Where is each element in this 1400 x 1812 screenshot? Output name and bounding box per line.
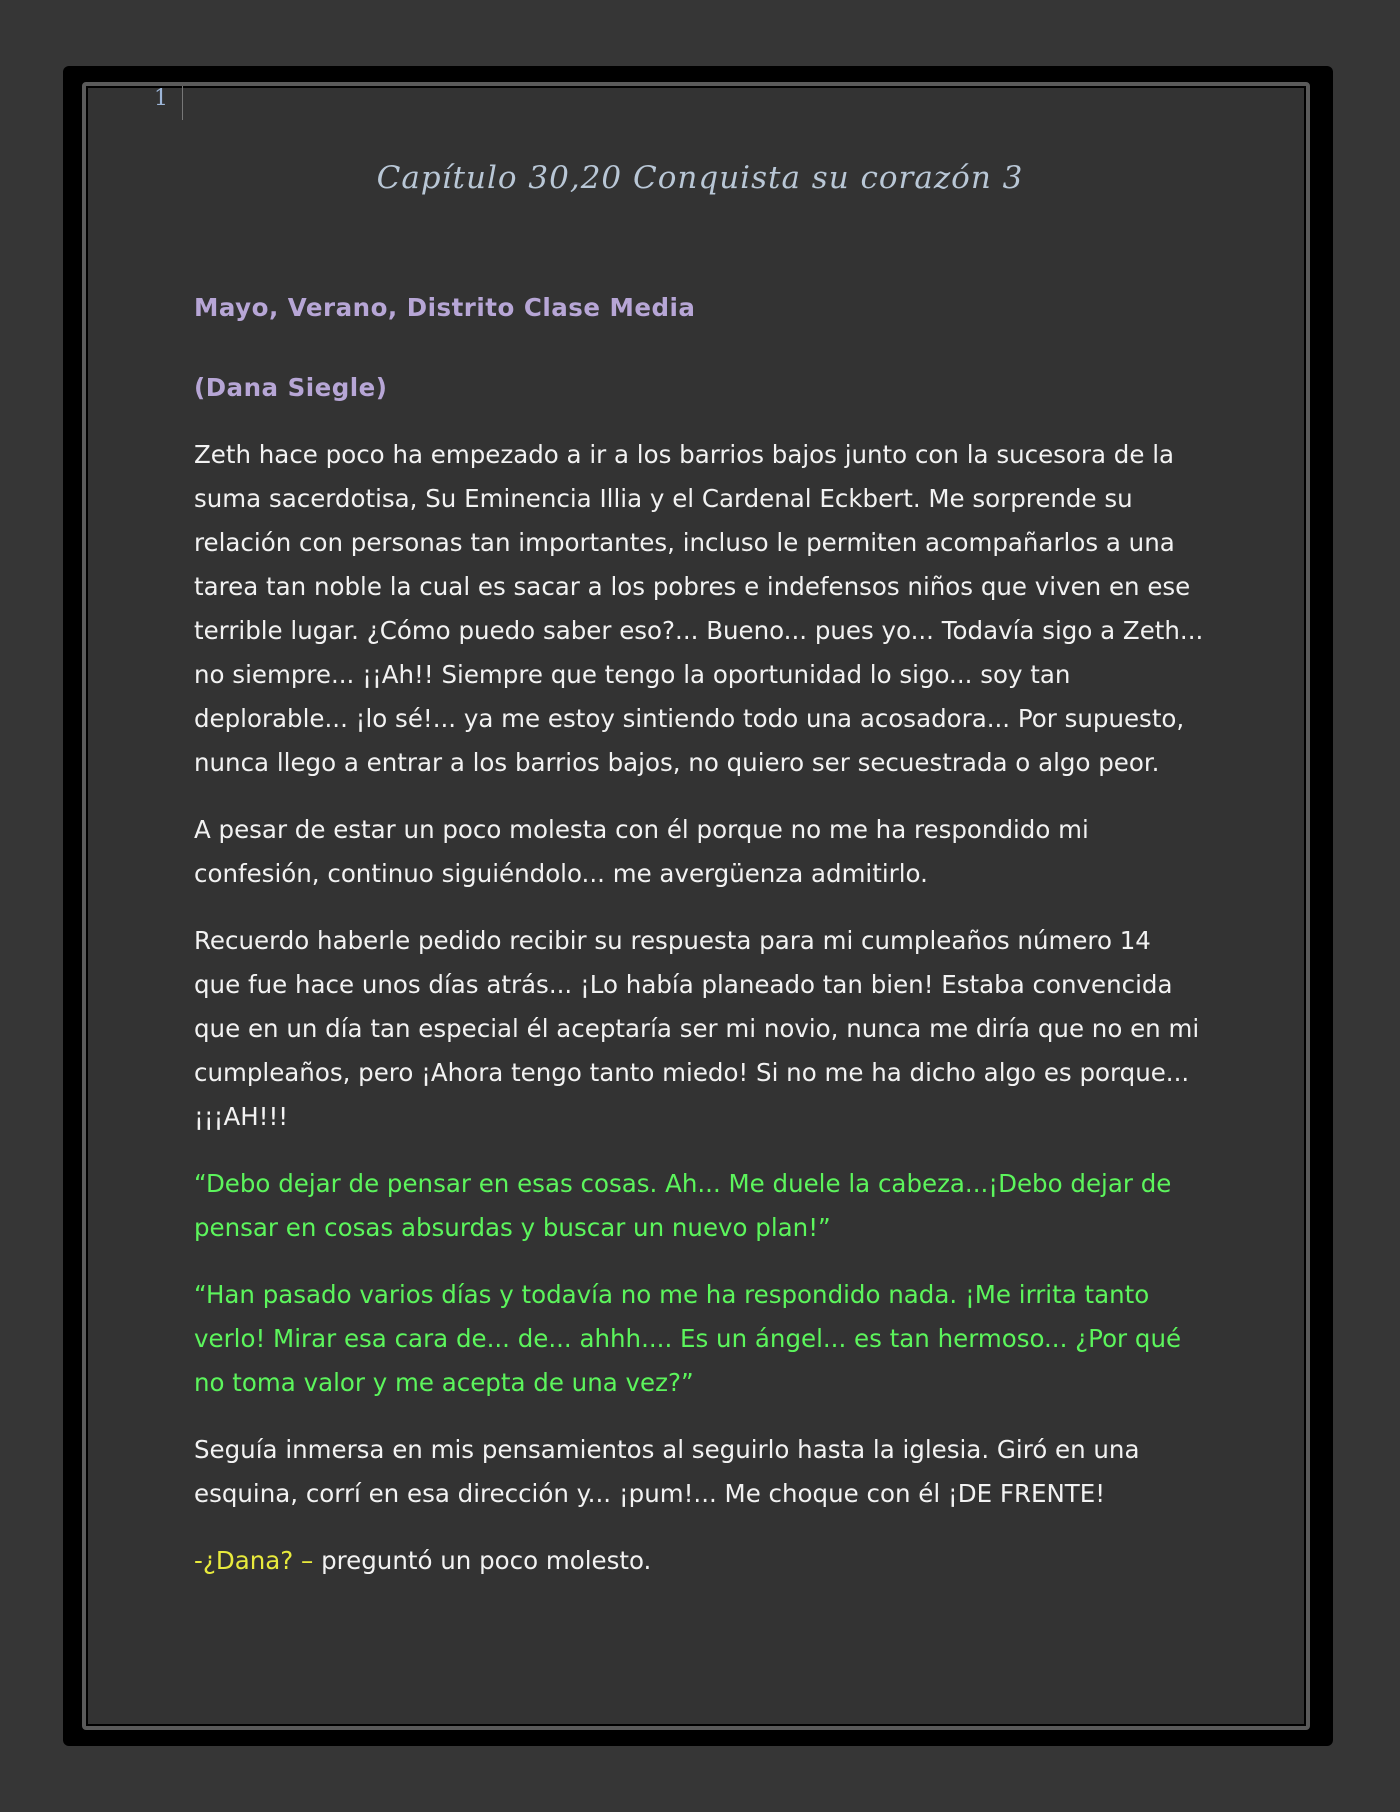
document-body — [194, 286, 1204, 1606]
setting-heading: Mayo, Verano, Distrito Clase Media — [194, 293, 696, 322]
dialogue-line — [194, 1539, 1204, 1583]
paragraph-3: Recuerdo haberle pedido recibir su respuesta para mi cumpleaños número 14 que fue hace unos días atrás... ¡Lo había planeado tan bien! Estaba convencida que en un día tan especial él aceptaría ser mi novio, nunca me diría que no en mi cumpleaños, pero ¡Ahora tengo tanto miedo! Si no me ha dicho algo es porque... ¡¡¡AH!!! — [194, 926, 1200, 1131]
thought-1: “Debo dejar de pensar en esas cosas. Ah... Me duele la cabeza...¡Debo dejar de pensar en cosas absurdas y buscar un nuevo plan!” — [194, 1169, 1172, 1242]
dialogue-tag: preguntó un poco molesto. — [313, 1546, 652, 1575]
paragraph-1: Zeth hace poco ha empezado a ir a los barrios bajos junto con la sucesora de la suma sacerdotisa, Su Eminencia Illia y el Cardenal Eckbert. Me sorprende su relación con personas tan importantes, incluso le permiten acompañarlos a una tarea tan noble la cual es sacar a los pobres e indefensos niños que viven en ese terrible lugar. ¿Cómo puedo saber eso?... Bueno... pues yo... Todavía sigo a Zeth... no siempre... ¡¡Ah!! Siempre que tengo la oportunidad lo sigo... soy tan deplorable... ¡lo sé!... ya me estoy sintiendo todo una acosadora... Por supuesto, nunca llego a entrar a los barrios bajos, no quiero ser secuestrada o algo peor. — [194, 440, 1204, 777]
page-number: 1 — [154, 86, 168, 111]
text-cursor-mark — [182, 86, 183, 120]
narrator-heading: (Dana Siegle) — [194, 373, 388, 402]
dialogue-speech: -¿Dana? – — [194, 1546, 314, 1575]
chapter-title: Capítulo 30,20 Conquista su corazón 3 — [376, 160, 1024, 196]
thought-2: “Han pasado varios días y todavía no me ha respondido nada. ¡Me irrita tanto verlo! Mirar esa cara de... de... ahhh.... Es un ángel... es tan hermoso... ¿Por qué no toma valor y me acepta de una vez?” — [194, 1280, 1182, 1397]
paragraph-2: A pesar de estar un poco molesta con él porque no me ha respondido mi confesión, continuo siguiéndolo... me avergüenza admitirlo. — [194, 815, 1089, 888]
paragraph-4: Seguía inmersa en mis pensamientos al seguirlo hasta la iglesia. Giró en una esquina, corrí en esa dirección y... ¡pum!... Me choque con él ¡DE FRENTE! — [194, 1435, 1140, 1508]
